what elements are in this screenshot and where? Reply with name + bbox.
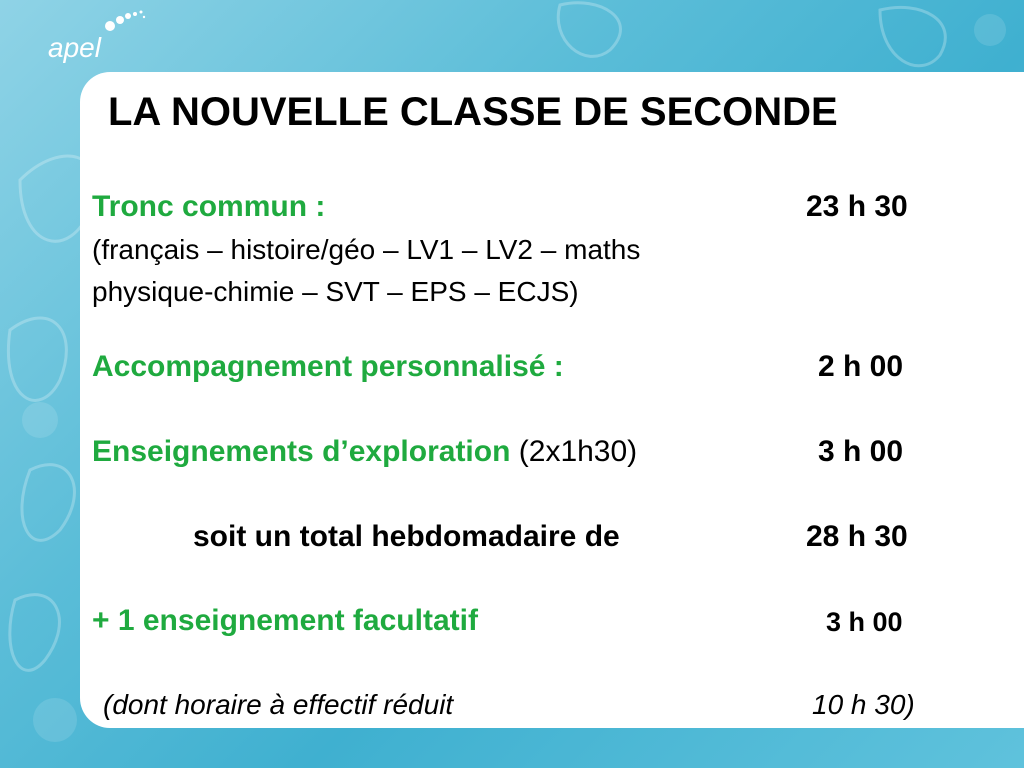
exploration-row bbox=[92, 437, 637, 467]
facultatif-hours: 3 h 00 bbox=[826, 607, 903, 637]
exploration-label: Enseignements d’exploration bbox=[92, 435, 511, 468]
exploration-hours: 3 h 00 bbox=[818, 435, 904, 468]
logo-text: apel bbox=[48, 32, 101, 63]
total-hours: 28 h 30 bbox=[806, 520, 908, 553]
effectif-reduit-label: (dont horaire à effectif réduit bbox=[103, 689, 454, 720]
page-title: LA NOUVELLE CLASSE DE SECONDE bbox=[108, 90, 838, 134]
tronc-commun-detail-line2: physique-chimie – SVT – EPS – ECJS) bbox=[92, 276, 579, 307]
total-label: soit un total hebdomadaire de bbox=[193, 520, 620, 553]
effectif-reduit-hours: 10 h 30) bbox=[812, 689, 915, 720]
exploration-note: (2x1h30) bbox=[518, 435, 638, 468]
accompagnement-label: Accompagnement personnalisé : bbox=[92, 350, 564, 383]
accompagnement-hours: 2 h 00 bbox=[818, 350, 904, 383]
apel-logo bbox=[48, 8, 158, 68]
tronc-commun-label: Tronc commun : bbox=[92, 190, 326, 223]
tronc-commun-detail-line1: (français – histoire/géo – LV1 – LV2 – maths bbox=[92, 234, 641, 265]
facultatif-label: + 1 enseignement facultatif bbox=[92, 604, 478, 637]
flower-icon bbox=[98, 8, 148, 38]
tronc-commun-hours: 23 h 30 bbox=[806, 190, 908, 223]
